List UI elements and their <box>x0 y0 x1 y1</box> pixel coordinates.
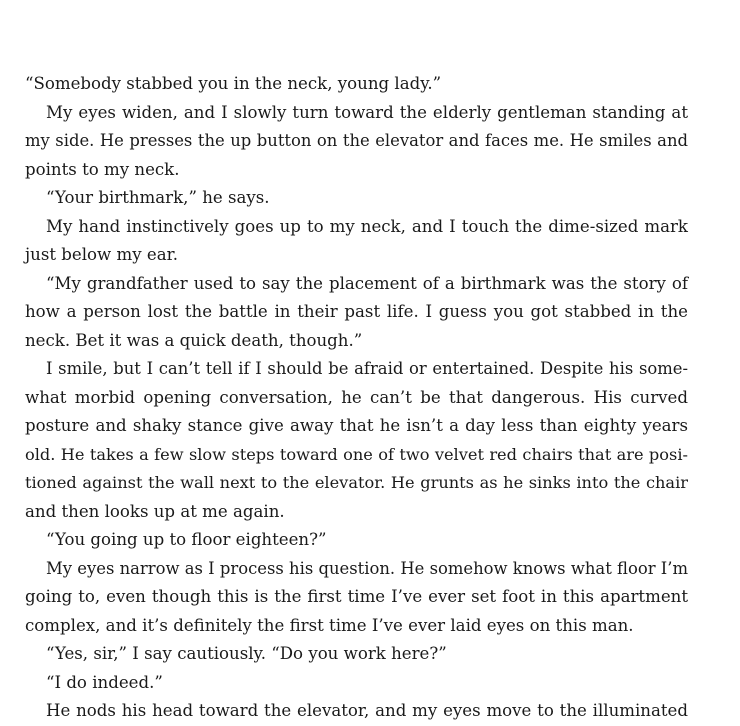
text-line: He nods his head toward the elevator, and my eyes move to the illuminated <box>46 701 688 720</box>
text-line: old. He takes a few slow steps toward one of two velvet red chairs that are posi- <box>25 444 688 464</box>
text-line: “Yes, sir,” I say cautiously. “Do you work here?” <box>46 644 447 663</box>
text-line: just below my ear. <box>25 245 178 264</box>
text-line: how a person lost the battle in their past life. I guess you got stabbed in the <box>25 302 688 321</box>
text-line: complex, and it’s definitely the first time I’ve ever laid eyes on this man. <box>25 615 634 635</box>
text-line: neck. Bet it was a quick death, though.” <box>25 330 363 350</box>
text-line: points to my neck. <box>25 159 180 179</box>
text-line: tioned against the wall next to the elevator. He grunts as he sinks into the chair <box>25 473 688 492</box>
text-line: My hand instinctively goes up to my neck, and I touch the dime-sized mark <box>46 216 688 236</box>
text-line: and then looks up at me again. <box>25 501 285 521</box>
text-line: what morbid opening conversation, he can’t be that dangerous. His curved <box>25 387 688 407</box>
text-line: my side. He presses the up button on the elevator and faces me. He smiles and <box>25 131 688 150</box>
text-line: My eyes narrow as I process his question. He somehow knows what floor I’m <box>46 558 688 578</box>
text-line: “Your birthmark,” he says. <box>46 188 270 207</box>
text-line: “My grandfather used to say the placement of a birthmark was the story of <box>46 273 688 293</box>
text-line: “You going up to floor eighteen?” <box>46 530 327 549</box>
text-line: I smile, but I can’t tell if I should be afraid or entertained. Despite his some- <box>46 359 688 378</box>
document-page <box>25 70 688 726</box>
text-line: “I do indeed.” <box>46 672 163 692</box>
text-line: My eyes widen, and I slowly turn toward the elderly gentleman standing at <box>46 102 688 122</box>
text-line: “Somebody stabbed you in the neck, young lady.” <box>25 74 442 93</box>
text-line: going to, even though this is the first time I’ve ever set foot in this apartment <box>25 587 688 606</box>
text-line: posture and shaky stance give away that he isn’t a day less than eighty years <box>25 416 688 435</box>
